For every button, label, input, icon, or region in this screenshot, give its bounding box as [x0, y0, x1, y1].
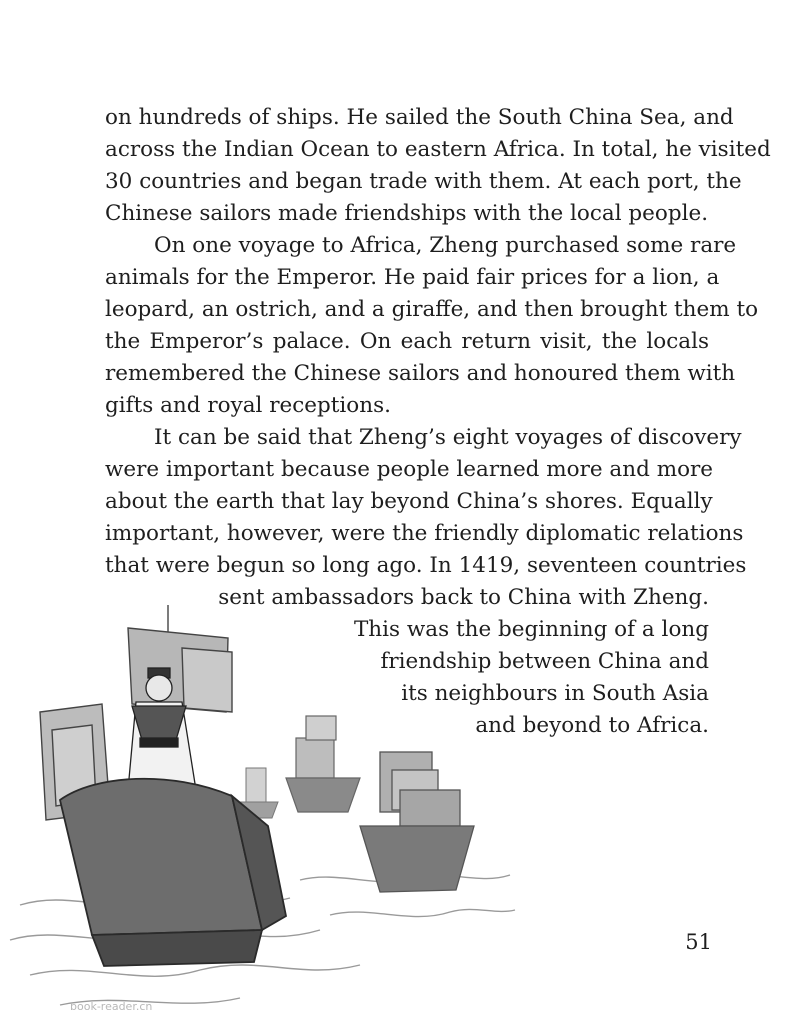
text-line: on hundreds of ships. He sailed the South China Sea, and	[105, 105, 734, 130]
distant-ship	[360, 752, 474, 892]
text-line: the Emperor’s palace. On each return visit, the locals	[105, 329, 709, 354]
text-line: remembered the Chinese sailors and honoured them with	[105, 361, 736, 386]
text-line: gifts and royal receptions.	[105, 393, 391, 418]
text-line: were important because people learned more and more	[105, 457, 714, 482]
text-line: that were begun so long ago. In 1419, seventeen countries	[105, 553, 747, 578]
text-line: friendship between China and	[380, 649, 709, 674]
page-number: 51	[685, 930, 712, 954]
distant-ship	[286, 716, 360, 812]
text-line: and beyond to Africa.	[475, 713, 709, 738]
text-line: Chinese sailors made friendships with the local people.	[105, 201, 709, 226]
text-line: 30 countries and began trade with them. At each port, the	[105, 169, 742, 194]
text-line: On one voyage to Africa, Zheng purchased some rare	[154, 233, 737, 258]
text-line: animals for the Emperor. He paid fair prices for a lion, a	[105, 265, 720, 290]
text-line: important, however, were the friendly diplomatic relations	[105, 521, 744, 546]
text-line: its neighbours in South Asia	[401, 681, 709, 706]
watermark: book-reader.cn	[70, 1000, 153, 1013]
text-line: sent ambassadors back to China with Zheng.	[218, 585, 709, 610]
text-line: leopard, an ostrich, and a giraffe, and then brought them to	[105, 297, 759, 322]
text-line: It can be said that Zheng’s eight voyages of discovery	[154, 425, 742, 450]
text-line: This was the beginning of a long	[353, 617, 709, 642]
text-line: across the Indian Ocean to eastern Africa. In total, he visited	[105, 137, 771, 162]
text-line: about the earth that lay beyond China’s shores. Equally	[105, 489, 713, 514]
ships-illustration	[0, 600, 520, 1021]
